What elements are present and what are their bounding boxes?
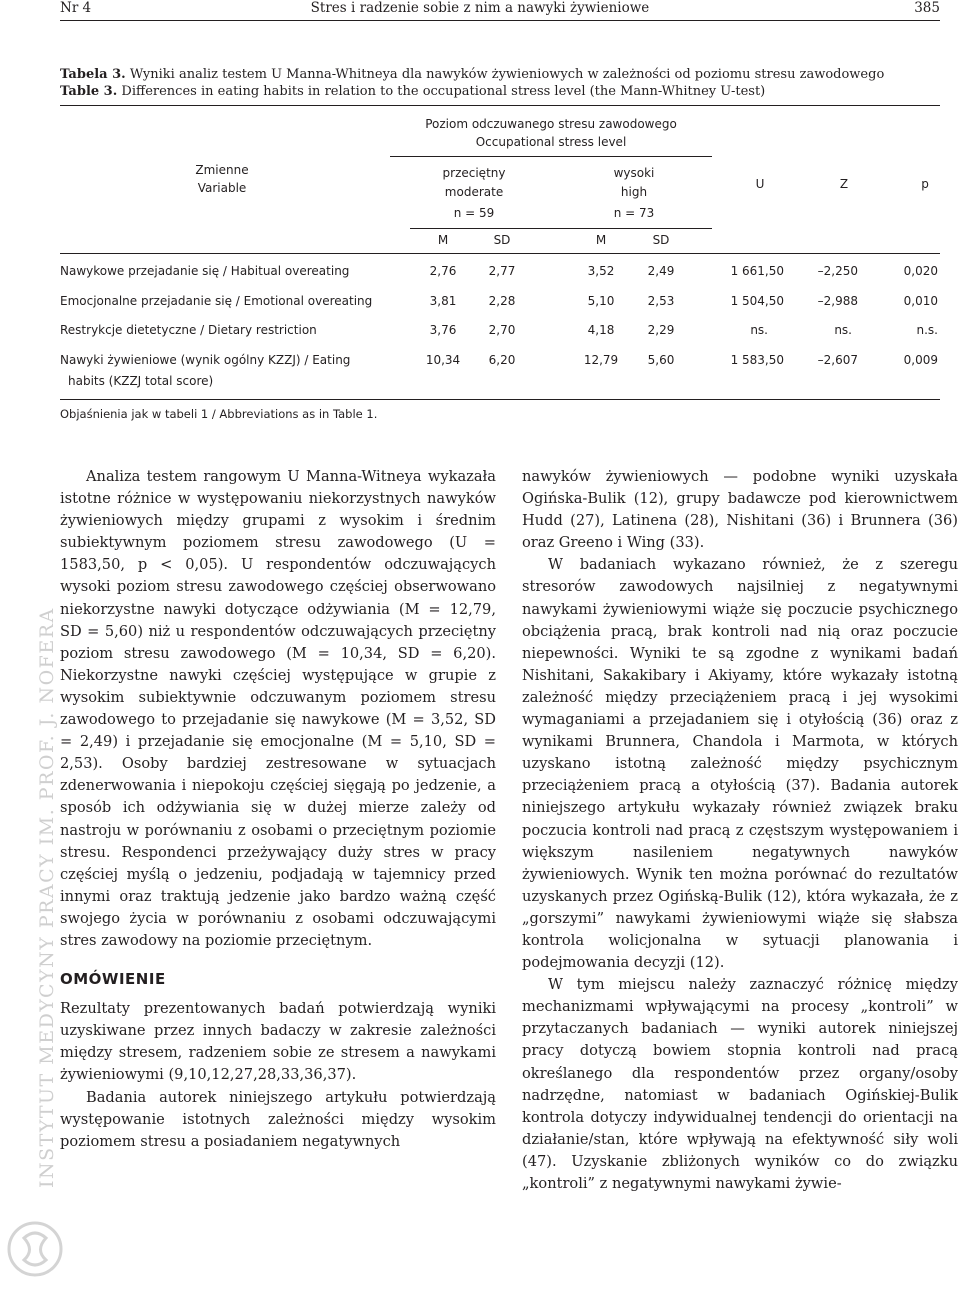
table-row-1-p: 0,020 (903, 264, 938, 278)
table-row-1-label: Nawykowe przejadanie się / Habitual overeating (60, 264, 350, 278)
table-row-4-label-cont: habits (KZZJ total score) (68, 374, 214, 388)
table-row-1-sd2: 2,49 (647, 264, 675, 278)
table-row-4-sd1: 6,20 (488, 353, 516, 367)
table-row-2-m1: 3,81 (429, 294, 457, 308)
table-row-4-m1: 10,34 (425, 353, 461, 367)
table-footnote: Objaśnienia jak w tabeli 1 / Abbreviations as in Table 1. (60, 407, 378, 421)
right-paragraph-1: nawyków żywieniowych — podobne wyniki uzyskała Ogińska-Bulik (12), grupy badawcze pod kierownictwem Hudd (27), Latinena (28), Nishitani (36) i Brunnera (36) oraz Greeno i Wing (33). (522, 468, 958, 552)
group-header-en: Occupational stress level (475, 135, 627, 149)
group-header-rule (390, 156, 712, 157)
table-row-2-m2: 5,10 (587, 294, 615, 308)
table-row-3-p: n.s. (916, 323, 938, 337)
high-header-en: high (620, 185, 648, 199)
high-n: n = 73 (613, 206, 655, 220)
table-header-rule (60, 253, 940, 254)
caption-label-en: Table 3. (60, 84, 118, 99)
table-row-3-m2: 4,18 (587, 323, 615, 337)
variable-header-pl: Zmienne (195, 163, 249, 177)
left-paragraph-3: Badania autorek niniejszego artykułu potwierdzają występowanie istotnych zależności między wysokim poziomem stresu a posiadaniem negatywnych (60, 1088, 496, 1150)
col-p-header: p (921, 177, 929, 191)
right-paragraph-2: W badaniach wykazano również, że z szeregu stresorów zawodowych najsilniej z negatywnymi nawykami żywieniowymi wiąże się poczucie psychicznego obciążenia pracą, brak kontroli nad nią oraz poczucie niepewności. Wyniki te są zgodne z wynikami badań Nishitani, Sakakibary i Akiyamy, które wykazały istotną zależność między przeciążeniem pracą i jej wysokimi wymaganiami a przejadaniem się i otyłością (36) oraz z wynikami Brunnera, Chandola i Marmota, w których uzyskano istotną zależność między psychicznym przeciążeniem pracą a otyłością (37). Badania autorek niniejszego artykułu wykazały również związek braku poczucia kontroli nad pracą z częstszym występowaniem i większym nasileniem negatywnych nawyków żywieniowych. Wynik ten można porównać do rezultatów uzyskanych przez Ogińską-Bulik (12), która wykazała, że z „gorszymi” nawykami żywieniowymi wiąże się słabsza kontrola wolicjonalna w sytuacji planowania i podejmowania decyzji (12). (522, 556, 958, 972)
right-column (522, 466, 958, 1195)
table-row-1-u: 1 661,50 (730, 264, 784, 278)
table-top-rule (60, 105, 940, 106)
table-row-4-sd2: 5,60 (647, 353, 675, 367)
running-title: Stres i radzenie sobie z nim a nawyki żywieniowe (310, 0, 650, 16)
table-row-1-sd1: 2,77 (488, 264, 516, 278)
variable-header-en: Variable (197, 181, 247, 195)
table-row-1-m2: 3,52 (587, 264, 615, 278)
table-row-4-u: 1 583,50 (730, 353, 784, 367)
left-paragraph-1: Analiza testem rangowym U Manna-Witneya wykazała istotne różnice w występowaniu niekorzystnych nawyków żywieniowych między grupami z wysokim i średnim subiektywnym poziomem stresu zawodowego (U = 1583,50, p < 0,05). U respondentów odczuwających wysoki poziom stresu zawodowego częściej obserwowano niekorzystne nawyki dotyczące odżywiania (M = 12,79, SD = 5,60) niż u respondentów odczuwających przeciętny poziom stresu zawodowego (M = 10,34, SD = 6,20). Niekorzystne nawyki częściej występujące w grupie z wysokim subiektywnie odczuwanym poziomem stresu zawodowego to przejadanie się nawykowe (M = 3,52, SD = 2,49) i przejadanie się emocjonalne (M = 5,10, SD = 2,53). Osoby bardziej zestresowane w sytuacjach zdenerwowania i niepokoju częściej sięgają po jedzenie, a sposób ich odżywiania się w dużej mierze zależy od nastroju w porównaniu z osobami o przeciętnym poziomie stresu. Respondenci przeżywający duży stres w pracy częściej myślą o jedzeniu, podjadają w tajemnicy przed innymi oraz traktują jedzenie jako bardzo ważną część swojego życia w porównaniu z osobami odczuwającymi stres zawodowy na poziomie przeciętnym. (60, 468, 496, 949)
table-row-4-p: 0,009 (903, 353, 938, 367)
table-row-3-z: ns. (834, 323, 852, 337)
col-sd2-header: SD (652, 233, 670, 247)
col-u-header: U (755, 177, 765, 191)
watermark-text: INSTYTUT MEDYCYNY PRACY IM. PROF. J. NOFERA (36, 607, 58, 1188)
table-row-4-z: –2,607 (817, 353, 858, 367)
table-row-2-sd1: 2,28 (488, 294, 516, 308)
table-row-3-sd2: 2,29 (647, 323, 675, 337)
section-heading: OMÓWIENIE (60, 970, 166, 989)
caption-text-pl: Wyniki analiz testem U Manna-Whitneya dla nawyków żywieniowych w zależności od poziomu stresu zawodowego (129, 67, 885, 82)
table-row-2-sd2: 2,53 (647, 294, 675, 308)
table-row-2-u: 1 504,50 (730, 294, 784, 308)
table-row-2-p: 0,010 (903, 294, 938, 308)
col-sd1-header: SD (493, 233, 511, 247)
left-column (60, 466, 496, 1153)
table-row-1-m1: 2,76 (429, 264, 457, 278)
table-row-3-u: ns. (750, 323, 768, 337)
left-paragraph-2: Rezultaty prezentowanych badań potwierdzają wyniki uzyskiwane przez innych badaczy w zakresie zależności między stresem, radzeniem sobie ze stresem a nawykami żywieniowymi (9,10,12,27,28,33,36,37). (60, 1000, 496, 1084)
moderate-n: n = 59 (453, 206, 495, 220)
results-table (0, 0, 960, 440)
table-row-1-z: –2,250 (817, 264, 858, 278)
group-header-pl: Poziom odczuwanego stresu zawodowego (425, 117, 677, 131)
high-header-pl: wysoki (613, 166, 655, 180)
journal-issue: Nr 4 (60, 0, 92, 16)
table-row-3-m1: 3,76 (429, 323, 457, 337)
col-m1-header: M (437, 233, 449, 247)
table-row-3-sd1: 2,70 (488, 323, 516, 337)
table-row-4-label: Nawyki żywieniowe (wynik ogólny KZZJ) / Eating (60, 353, 351, 367)
subheader-rule (410, 228, 712, 229)
page-number: 385 (914, 0, 940, 16)
table-row-4-m2: 12,79 (583, 353, 619, 367)
table-row-3-label: Restrykcje dietetyczne / Dietary restriction (60, 323, 317, 337)
moderate-header-en: moderate (444, 185, 504, 199)
table-row-2-z: –2,988 (817, 294, 858, 308)
moderate-header-pl: przeciętny (442, 166, 506, 180)
col-z-header: Z (839, 177, 849, 191)
caption-label-pl: Tabela 3. (60, 67, 126, 82)
institute-logo-icon (6, 1220, 64, 1278)
col-m2-header: M (595, 233, 607, 247)
table-bottom-rule (60, 399, 940, 400)
caption-text-en: Differences in eating habits in relation to the occupational stress level (the Mann-Whitney U-test) (121, 84, 766, 99)
right-paragraph-3: W tym miejscu należy zaznaczyć różnicę między mechanizmami wpływającymi na procesy „kontroli” w przytaczanych badaniach — wyniki autorek niniejszej pracy dotyczą bowiem stopnia kontroli nad pracą określanego dla respondentów przez organy/osoby nadrzędne, natomiast w badaniach Ogińskiej-Bulik kontrola dotyczy indywidualnej tendencji do orientacji na działanie/stan, które wpływają na efektywność siły woli (47). Uzyskanie zbliżonych wyników co do związku „kontroli” z negatywnymi nawykami żywie- (522, 976, 958, 1192)
table-row-2-label: Emocjonalne przejadanie się / Emotional overeating (60, 294, 373, 308)
